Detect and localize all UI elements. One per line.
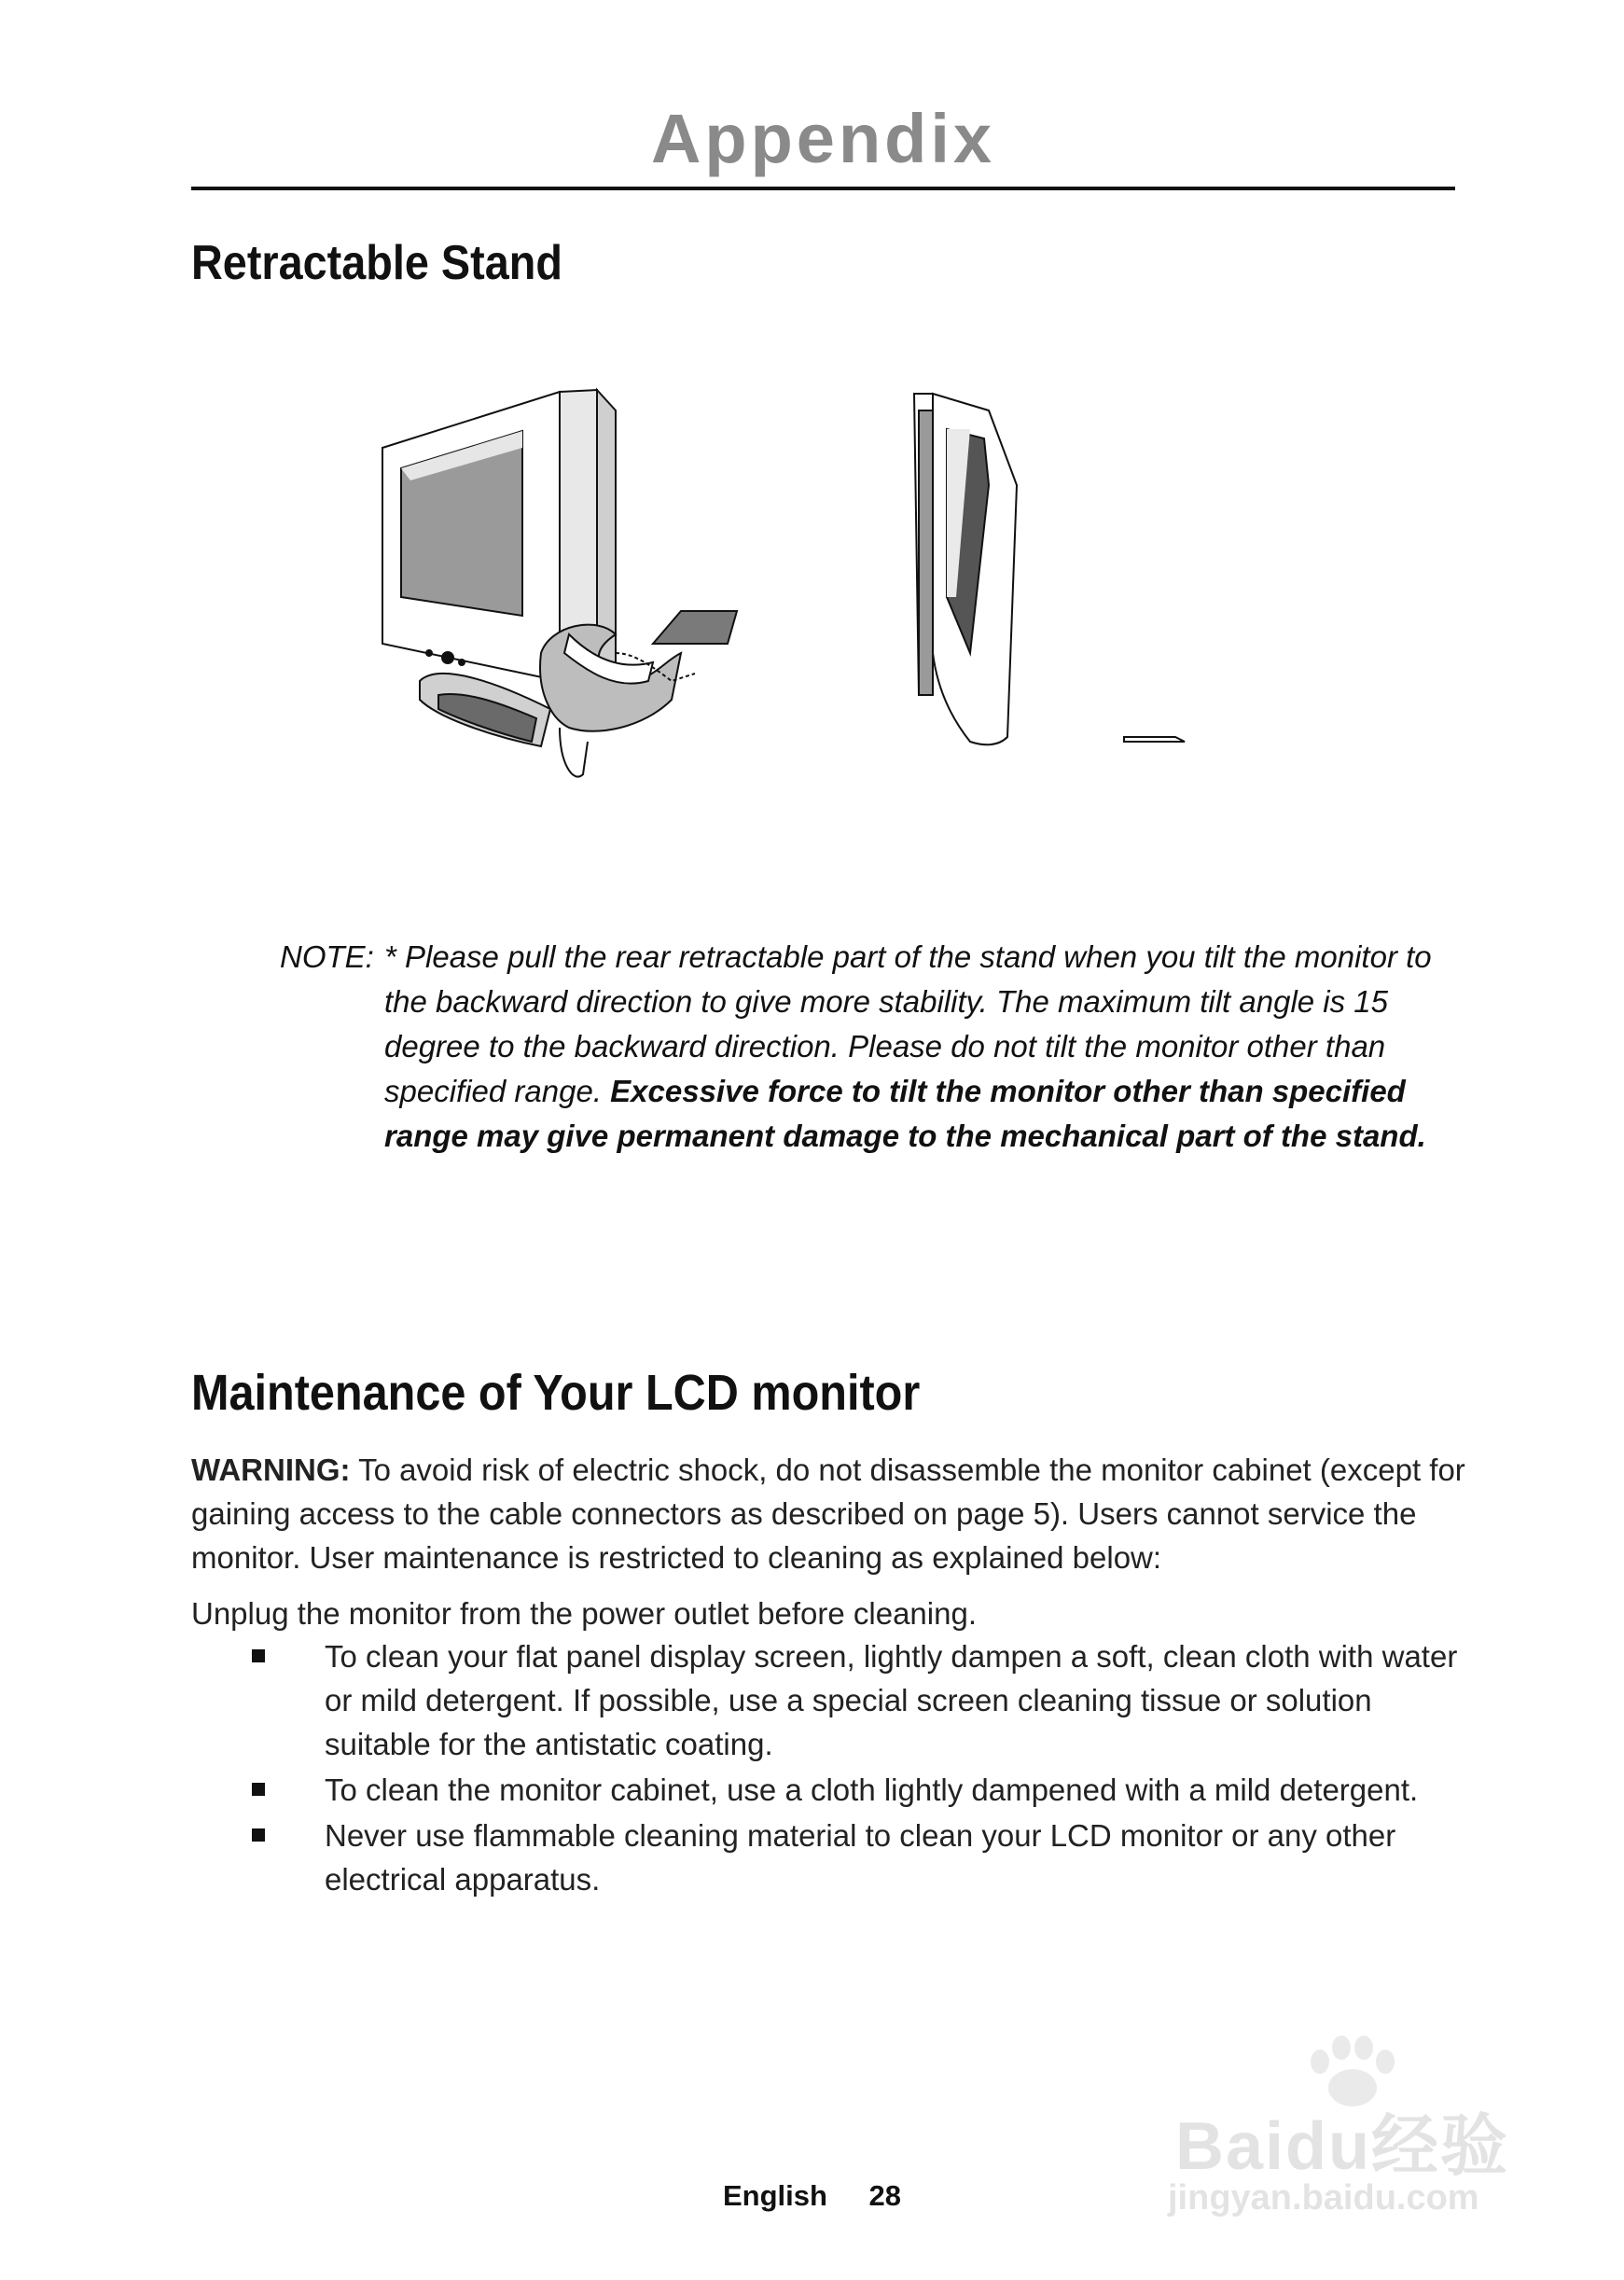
retractable-stand-illustration — [373, 373, 1269, 802]
note-text: * Please pull the rear retractable part of the stand when you tilt the monitor to the backward direction to give more stability. The maximum tilt angle is 15 degree to the backward direction. Please do not tilt the monitor other than specified range. — [384, 939, 1432, 1108]
list-item — [252, 1814, 1483, 1901]
section-heading-retractable-stand: Retractable Stand — [191, 236, 562, 290]
watermark-brand: Baidu经验 — [1175, 2109, 1510, 2184]
list-item — [252, 1634, 1483, 1766]
note-emphasis: Excessive force to tilt the monitor other than specified range may give permanent damage to the mechanical part of the stand. — [384, 1074, 1426, 1153]
square-bullet-icon — [252, 1828, 265, 1842]
page-header-title: Appendix — [650, 100, 996, 177]
header-rule — [191, 187, 1455, 190]
square-bullet-icon — [252, 1783, 265, 1796]
list-item — [252, 1768, 1483, 1812]
note-label: NOTE: — [280, 939, 374, 974]
bullet-text: To clean the monitor cabinet, use a cloth lightly dampened with a mild detergent. — [325, 1773, 1419, 1807]
unplug-instruction: Unplug the monitor from the power outlet before cleaning. — [191, 1596, 977, 1631]
stand-note — [280, 935, 1464, 1159]
footer-page-number: 28 — [868, 2179, 902, 2212]
square-bullet-icon — [252, 1649, 265, 1662]
monitor-side-view — [914, 394, 1185, 744]
retractable-foot — [540, 611, 737, 777]
bullet-text: Never use flammable cleaning material to clean your LCD monitor or any other electrical apparatus. — [325, 1818, 1396, 1897]
warning-paragraph — [191, 1448, 1478, 1579]
bullet-text: To clean your flat panel display screen, lightly dampen a soft, clean cloth with water or mild detergent. If possible, use a special screen cleaning tissue or solution suitable for the antistatic coating. — [325, 1639, 1458, 1761]
note-body — [384, 935, 1464, 1159]
page-footer — [0, 2179, 1624, 2213]
warning-label: WARNING: — [191, 1453, 351, 1487]
warning-text: To avoid risk of electric shock, do not disassemble the monitor cabinet (except for gaining access to the cable connectors as described on page 5). Users cannot service the monitor. User maintenance is restricted to cleaning as explained below: — [191, 1453, 1465, 1575]
watermark-url: jingyan.baidu.com — [1168, 2178, 1479, 2217]
cleaning-bullet-list — [252, 1634, 1483, 1903]
footer-language: English — [722, 2179, 827, 2212]
section-heading-maintenance: Maintenance of Your LCD monitor — [191, 1365, 921, 1421]
